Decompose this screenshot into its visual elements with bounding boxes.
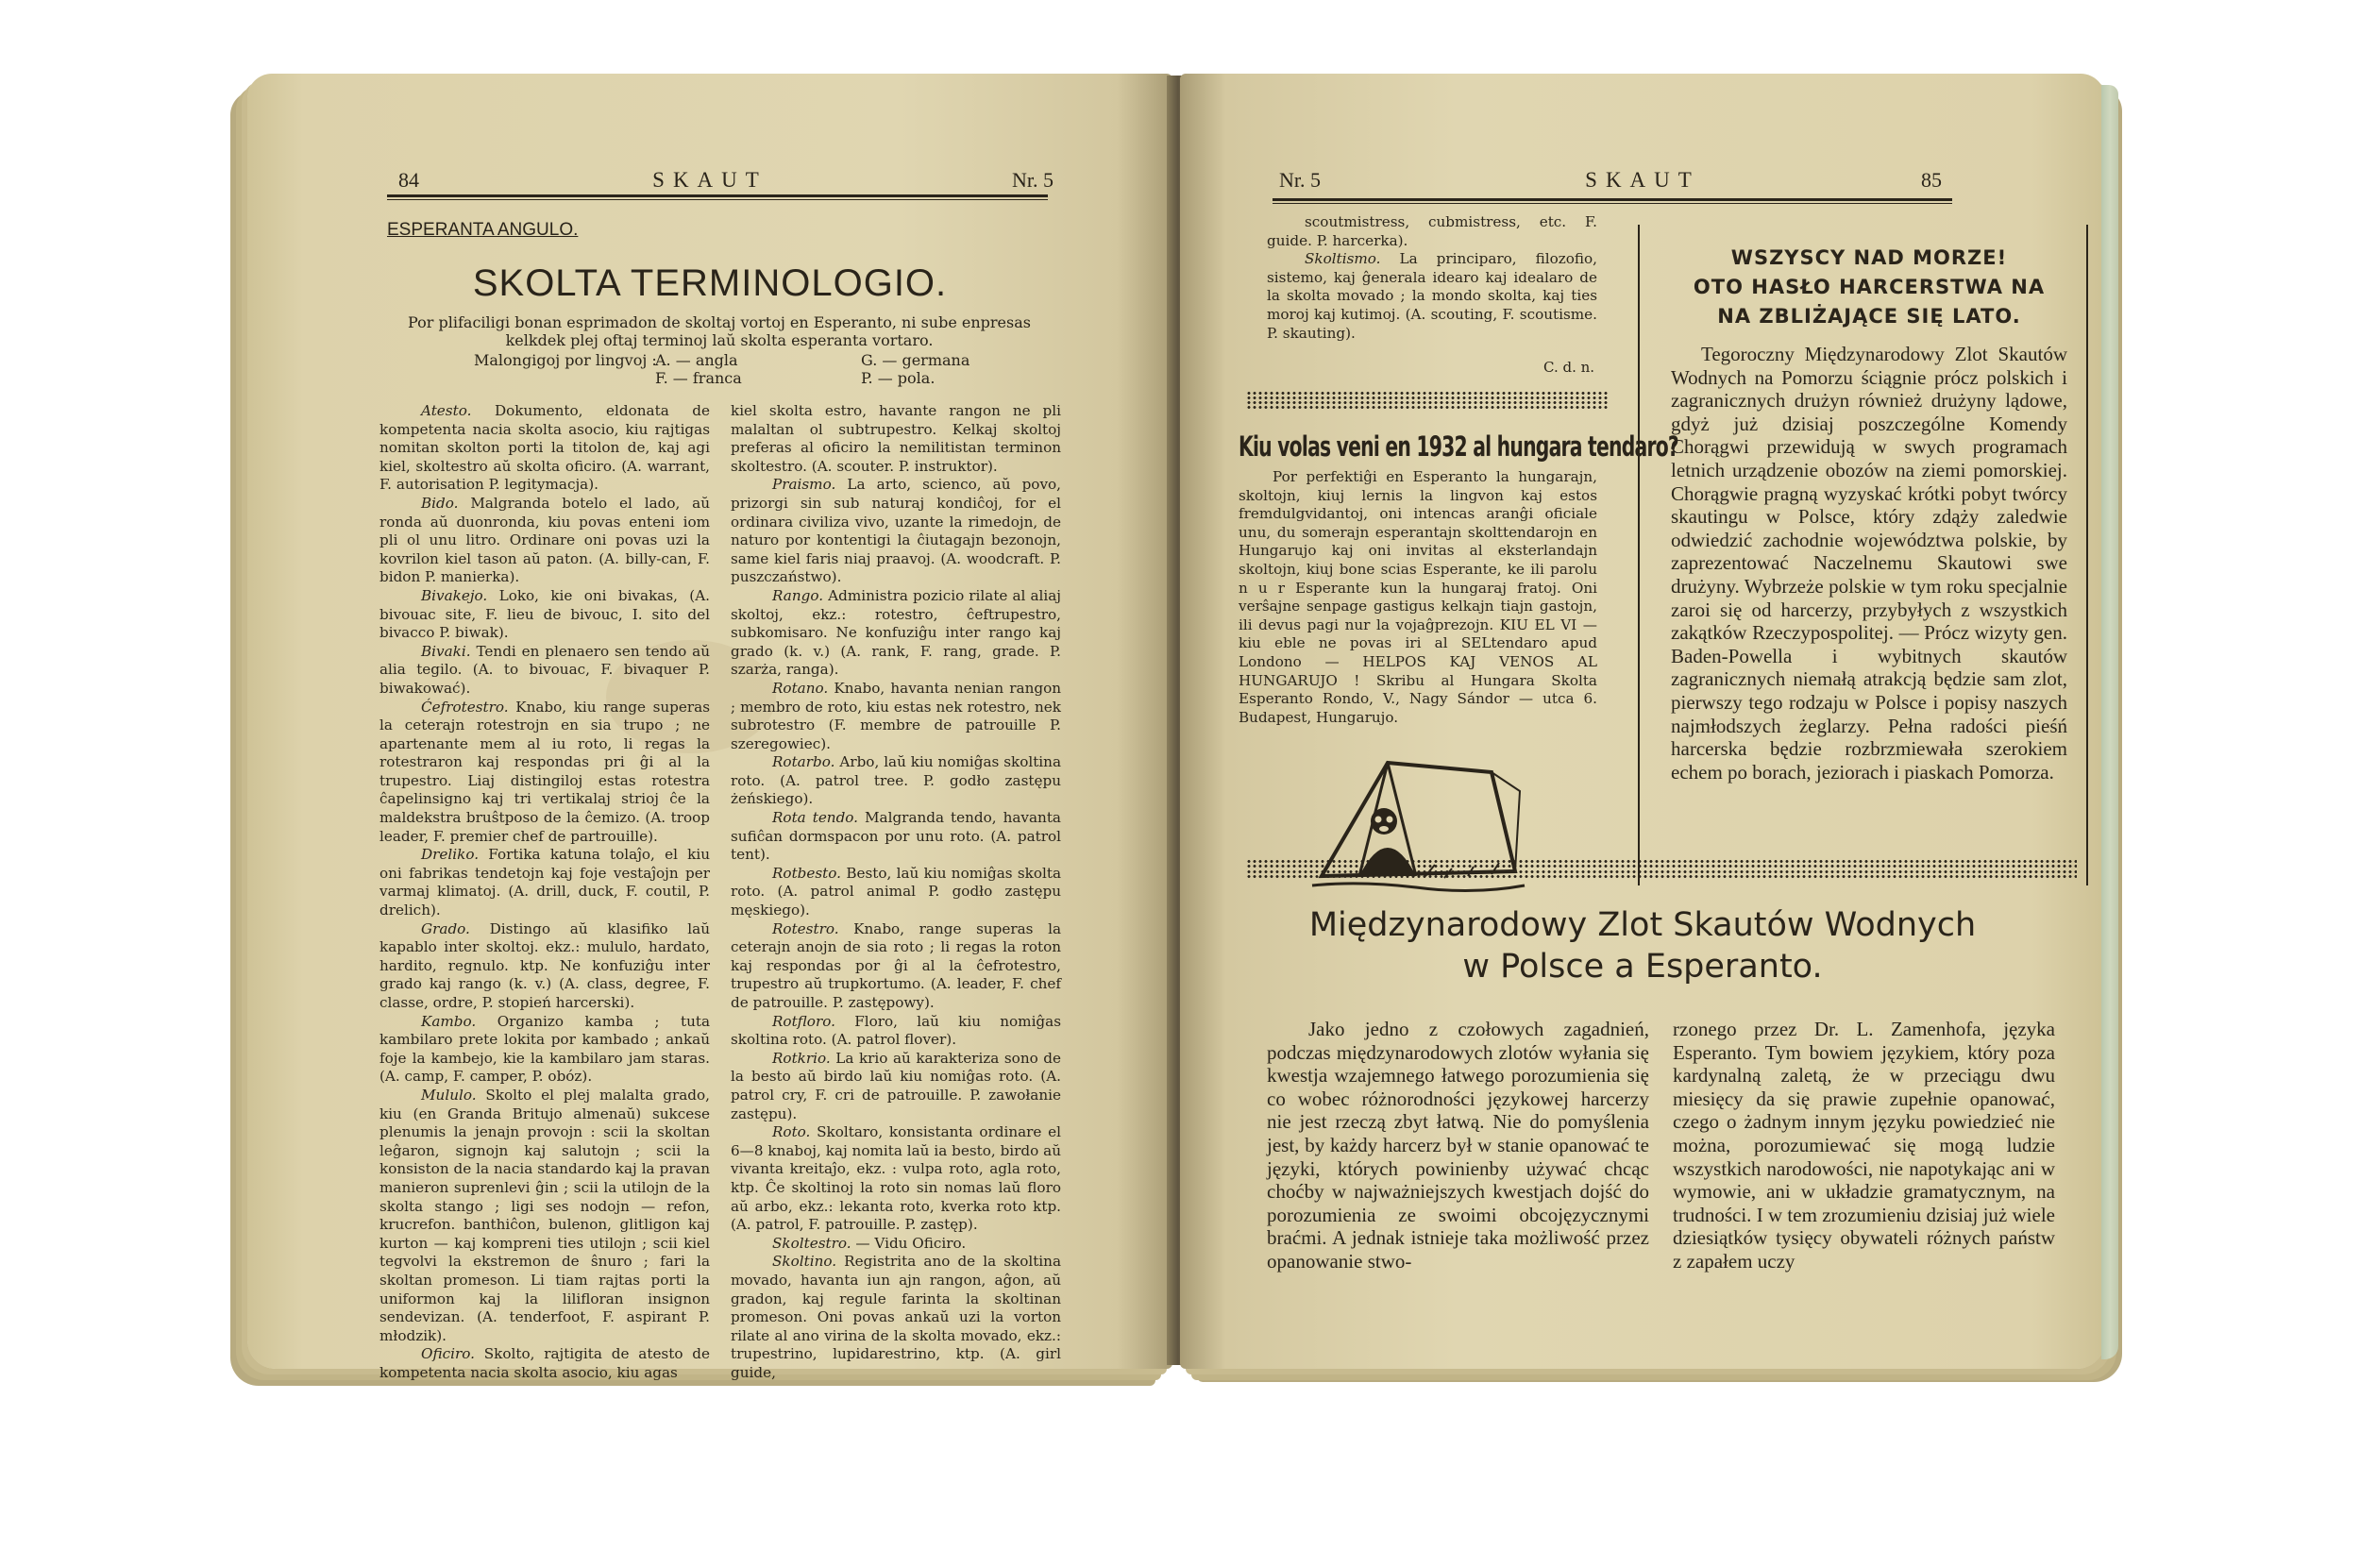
glossary-entry [379, 1013, 710, 1087]
glossary-term: Rotkrio. [772, 1049, 831, 1067]
glossary-term: Bivakejo. [421, 586, 488, 604]
dotted-rule [1246, 391, 1610, 400]
glossary-entry [731, 680, 1061, 753]
column-divider-left [1638, 225, 1640, 885]
abbr-french: F. — franca [655, 369, 742, 387]
glossary-definition: Skoltaro, konsistanta ordinare el 6—8 knaboj, kaj nomita laŭ ia besto, birdo aŭ vivanta kreitaĵo, ekz. : vulpa roto, agla roto, ktp. Ĉe skoltinoj la roto sin nomas laŭ floro aŭ arbo, ekz.: lekanta roto, kverka roto ktp. (A. patrol, F. patrouille. P. zastęp). [731, 1123, 1061, 1234]
glossary-entry [1267, 213, 1597, 250]
glossary-entry [731, 402, 1061, 476]
glossary-definition: Dokumento, eldonata de kompetenta nacia skolta asocio, kiu rajtigas nomitan skolton porti la titolon de, kaj agi kiel, skoltestro aŭ skolta oficiro. (A. warrant, F. autorisation P. legitymacja). [379, 402, 711, 494]
glossary-entry [731, 753, 1061, 809]
glossary-entry [379, 587, 710, 643]
zlot-title-line-1: Międzynarodowy Zlot Skautów Wodnych [1308, 906, 1977, 944]
glossary-entry [379, 1345, 710, 1382]
glossary-entry [731, 809, 1061, 865]
journal-title-right: SKAUT [1585, 168, 1700, 192]
zlot-paragraph-2: rzonego przez Dr. L. Zamenhofa, języka Esperanto. Tym bowiem językiem, który poza kardynalną zaletą, że w przeciągu dwu miesięcy da się prawie zupełnie opanować, czego o żadnym innym języku powiedzieć nie można, porozumiewać się mogą ludzie wszystkich narodowości, nie napotykając ani w wymowie, ani w układzie gramatycznym, na trudności. I w tem zrozumieniu dzisiaj już wiele dziesiątków tysięcy obywateli różnych państw z zapałem uczy [1673, 1018, 2055, 1273]
glossary-definition: Organizo kamba ; tuta kambilaro prete lokita por kambado ; ankaŭ foje la kambejo, kie la kambilaro jam staras. (A. camp, F. camper, P. obóz). [379, 1012, 711, 1086]
glossary-entry [731, 865, 1061, 920]
zlot-article-title [1180, 904, 2105, 987]
glossary-definition: Besto, laŭ kiu nomiĝas skolta roto. (A. patrol animal P. godło zastępu męskiego). [731, 864, 1061, 919]
glossary-entry [379, 402, 710, 495]
glossary-definition: La krio aŭ karakteriza sono de la besto aŭ birdo laŭ kiu nomiĝas roto. (A. patrol cry, F. cri de patrouille. P. zawołanie zastępu). [731, 1049, 1061, 1122]
glossary-term: Roto. [772, 1123, 811, 1141]
glossary-definition: — Vidu Oficiro. [855, 1234, 967, 1252]
zlot-paragraph-1: Jako jedno z czołowych zagadnień, podczas międzynarodowych zlotów wyłania się kwestja wzajemnego łatwego porozumienia się co wobec różnorodności językowej harcerzy nie jest rzeczą zbyt łatwą. Nie do pomyślenia jest, by każdy harcerz był w stanie opanować te języki, których powinienby używać chcąc choćby w najważniejszych kwestjach dojść do porozumienia ze swoimi obcojęzycznymi braćmi. A jednak istnieje taka możliwość przez opanowanie stwo- [1267, 1018, 1649, 1273]
page-number-right: 85 [1921, 168, 1942, 192]
glossary-definition: Loko, kie oni bivakas, (A. bivouac site, F. lieu de bivouc, I. sito del bivacco P. biwak). [379, 586, 711, 642]
continued-note: C. d. n. [1543, 359, 1595, 376]
dotted-rule-wide [1246, 859, 2077, 868]
glossary-term: Bido. [421, 494, 459, 512]
glossary-entry [379, 495, 710, 587]
glossary-term: Skoltismo. [1305, 250, 1381, 268]
kiu-volas-text [1239, 468, 1597, 727]
glossary-term: Grado. [421, 919, 470, 937]
glossary-entry [731, 1013, 1061, 1050]
headline-line-3: NA ZBLIŻAJĄCE SIĘ LATO. [1717, 305, 2021, 328]
header-rule-thin [387, 199, 1048, 200]
glossary-definition: Arbo, laŭ kiu nomiĝas skoltina roto. (A. patrol tree. P. godło zastępu żeńskiego). [731, 753, 1062, 808]
glossary-term: Oficiro. [421, 1345, 475, 1363]
glossary-term: Rotano. [772, 679, 829, 697]
kiu-volas-paragraph: Por perfektiĝi en Esperanto la hungarajn, skoltojn, kiuj lernis la lingvon kaj estos fremdulgvidantoj, oni intencas aranĝi oficiale unu, du somerajn esperantajn skolttendarojn en Hungarujo kaj oni invitas al eksterlandajn skoltojn, kiuj bone scias Esperante, ke ili parolu n u r Esperante kun la hungaraj fratoj. Oni verŝajne senpage gastigus kelkajn tiajn gastojn, ili devus pagi nur la vojaĝprezojn. KIU EL VI — kiu eble ne povas iri al SELtendaro apud Londono — HELPOS KAJ VENOS AL HUNGARUJO ! Skribu al Hungara Skolta Esperanto Rondo, V., Nagy Sándor — utca 6. Budapest, Hungarujo. [1239, 468, 1597, 726]
page-edge [2101, 85, 2118, 1359]
left-page [247, 74, 1172, 1381]
glossary-term: Praismo. [772, 476, 836, 494]
header-rule-right [1273, 198, 1952, 201]
glossary-term: Rotbesto. [772, 864, 841, 882]
glossary-term: Kambo. [421, 1012, 477, 1030]
glossary-entry [379, 1087, 710, 1345]
header-rule-right-thin [1273, 203, 1952, 204]
glossary-entry [379, 920, 710, 1013]
glossary-term: Bivaki. [421, 642, 471, 660]
glossary-definition: Skolto el plej malalta grado, kiu (en Granda Britujo almenaŭ) sukcese plenumis la jenajn provojn : scii la skoltan leĝaron, signojn kaj salutojn ; scii la konsiston de la nacia standardo kaj la pravan manieron suprenlevi ĝin ; scii la utilojn de la skolta stango ; ligi ses nodojn — refon, krucrefon. banthiĉon, bulenon, glitligon kaj kurton — kaj kompreni ties utilojn ; scii kiel tegvolvi la ekstremon de ŝnuro ; fari la skoltan promeson. Li tiam rajtas porti la uniformon kaj la lilifloran insignon sendevizan. (A. tenderfoot, F. aspirant P. młodzik). [379, 1086, 710, 1344]
glossary-entry [379, 846, 710, 919]
glossary-definition: kiel skolta estro, havante rangon ne pli malaltan ol subtrupestro. Kelkaj skoltoj preferas al oficiro la nemilitistan terminon skoltestro. (A. scouter. P. instruktor). [731, 402, 1061, 475]
glossary-column-1 [379, 402, 711, 1381]
glossary-definition: Malgranda botelo el lado, aŭ ronda aŭ duonronda, kiu povas enteni iom pli ol unu litro. Ordinare oni povas uzi la kovrilon kiel tason aŭ paton. (A. billy-can, F. bidon P. manierka). [379, 494, 711, 586]
glossary-entry [731, 920, 1061, 1013]
article-title: SKOLTA TERMINOLOGIO. [472, 262, 948, 304]
glossary-term: Rango. [772, 586, 824, 604]
glossary-definition: Fortika katuna tolaĵo, el kiu oni fabrikas tendetojn kaj foje vestaĵojn per varmaj klimatoj. (A. drill, duck, F. coutil, P. drelich). [379, 846, 710, 919]
glossary-term: Dreliko. [421, 846, 480, 864]
glossary-definition: Malgranda tendo, havanta sufiĉan dormspacon por unu roto. (A. patrol tent). [731, 809, 1061, 864]
glossary-definition: La principaro, filozofio, sistemo, kaj ĝenerala idearo kaj idealaro de la skolta movado ; la mondo skolta, kaj ties moroj kaj kutimoj. (A. scouting, F. scoutisme. P. skauting). [1267, 250, 1598, 342]
header-rule [387, 194, 1048, 197]
dotted-rule [1246, 400, 1610, 410]
glossary-term: Skoltestro. [772, 1234, 851, 1252]
glossary-continuation [1267, 213, 1597, 343]
right-page [1180, 74, 2105, 1369]
page-number: 84 [398, 168, 419, 192]
glossary-entry [731, 1253, 1061, 1382]
issue-number: Nr. 5 [1012, 168, 1054, 192]
glossary-term: Rota tendo. [772, 809, 859, 827]
glossary-definition: Knabo, havanta nenian rangon ; membro de roto, kiu estas nek rotestro, nek subrotestro (F. membre de patrouille P. szeregowiec). [731, 679, 1061, 752]
abbreviations-lead: Malongigoj por lingvoj : [474, 351, 657, 369]
glossary-term: Atesto. [421, 402, 472, 419]
tent-illustration [1303, 734, 1529, 914]
article-intro: Por plifaciligi bonan esprimadon de skoltaj vortoj en Esperanto, ni sube enpresas kelkdek plej oftaj terminoj laŭ skolta esperanta vortaro. [408, 313, 1031, 349]
dotted-rule-wide [1246, 869, 2077, 879]
glossary-definition: Administra pozicio rilate al aliaj skoltoj, ekz.: rotestro, ĉeftrupestro, subkomisaro. Ne konfuziĝu inter rango kaj grado (k. v.) (A. rank, F. rang, grade. P. szarża, ranga). [731, 586, 1061, 679]
glossary-definition: La arto, scienco, aŭ povo, prizorgi sin sub naturaj kondiĉoj, for el ordinara civiliza vivo, uzante la rimedojn, de naturo por kontentigi la ĉiutagajn bezonojn, same kiel faris niaj praavoj. (A. woodcraft. P. puszczaństwo). [731, 476, 1062, 586]
glossary-entry [379, 643, 710, 699]
glossary-entry [379, 699, 710, 847]
glossary-definition: Skolto, rajtigita de atesto de kompetenta nacia skolta asocio, kiu agas [379, 1345, 710, 1381]
abbr-german: G. — germana [861, 351, 970, 369]
glossary-entry [731, 1235, 1061, 1254]
glossary-entry [1267, 250, 1597, 343]
glossary-term: Rotarbo. [772, 753, 835, 771]
zlot-column-1 [1267, 1018, 1649, 1273]
kiu-volas-headline: Kiu volas veni en 1932 al hungara tendaro? [1239, 430, 1678, 463]
abbr-polish: P. — pola. [861, 369, 936, 387]
glossary-term: Ćefrotestro. [421, 698, 509, 716]
column-divider-right [2086, 225, 2088, 885]
zlot-title-line-2: w Polsce a Esperanto. [1462, 948, 1823, 986]
glossary-entry [731, 1123, 1061, 1235]
wszyscy-paragraph: Tegoroczny Międzynarodowy Zlot Skautów Wodnych na Pomorzu ściągnie prócz polskich i zagranicznych drużyn również drużyny lądowe, gdyż już dzisiaj poszczególne Komendy Chorągwi przewidują w swych programach letnich urządzenie obozów na ziemi pomorskiej. Chorągwie pragną wyzyskać krótki pobyt twórcy skautingu w Polsce, który zdąży zaledwie odwiedzić zachodnie województwa polskie, by zaprezentować Naczelnemu Skautowi swe drużyny. Wybrzeże polskie w tym roku specjalnie zaroi się od harcerzy, przybyłych z wszystkich zakątków Rzeczypospolitej. — Prócz wizyty gen. Baden-Powella i wybitnych skautów zagranicznych niemałą atrakcją będzie sam zlot, pierwszy tego rodzaju w Polsce i popisy naszych najmłodszych żeglarzy. Pełna radości pieśń harcerska będzie rozbrzmiewała szerokiem echem po borach, jeziorach i piaskach Pomorza. [1671, 343, 2067, 784]
glossary-entry [731, 476, 1061, 587]
wszyscy-nad-morze-headline [1671, 244, 2067, 331]
abbr-english: A. — angla [655, 351, 738, 369]
glossary-term: Rotestro. [772, 919, 839, 937]
glossary-definition: Tendi en plenaero sen tendo aŭ alia tegilo. (A. to bivouac, F. bivaquer P. biwakować). [379, 642, 711, 697]
section-label: ESPERANTA ANGULO. [387, 220, 579, 240]
glossary-entry [731, 587, 1061, 680]
glossary-entry [731, 1050, 1061, 1123]
glossary-definition: Distingo aŭ klasifiko laŭ kapablo inter skoltoj. ekz.: mululo, hardato, hardito, regnulo. ktp. Ne konfuziĝu inter grado kaj rango (k. v.) (A. class, degree, F. classe, ordre, P. stopień harcerski). [379, 919, 710, 1011]
journal-title: SKAUT [652, 168, 767, 192]
glossary-definition: Floro, laŭ kiu nomiĝas skoltina roto. (A. patrol flover). [731, 1012, 1062, 1049]
glossary-term: Skoltino. [772, 1253, 837, 1271]
headline-line-1: WSZYSCY NAD MORZE! [1730, 246, 2008, 269]
glossary-term: Rotfloro. [772, 1012, 835, 1030]
issue-number-right: Nr. 5 [1279, 168, 1321, 192]
headline-line-2: OTO HASŁO HARCERSTWA NA [1693, 276, 2046, 298]
glossary-definition: Knabo, kiu range superas la ceterajn rotestrojn en sia trupo ; ne apartenante mem al iu roto, li regas la rotestraron kaj respondas pri ĝi al la trupestro. Liaj distingiloj estas rotestra ĉapelinsigno kaj tri vertikalaj strioj ĉe la maldekstra bruŝtposo de la ĉemizo. (A. troop leader, F. premier chef de partrouille). [379, 698, 710, 845]
glossary-term: Mululo. [421, 1086, 477, 1104]
glossary-definition: scoutmistress, cubmistress, etc. F. guide. P. harcerka). [1267, 213, 1597, 249]
glossary-column-2 [731, 402, 1062, 1381]
glossary-definition: Registrita ano de la skoltina movado, havanta iun ajn rangon, aĝon, aŭ gradon, kaj regule farinta la skoltinan promeson. Oni povas ankaŭ uzi la vorton rilate al ano virina de la skolta movado, ekz.: trupestrino, lupidarestrino, ktp. (A. girl guide, [731, 1253, 1061, 1381]
wszyscy-nad-morze-text [1671, 343, 2067, 784]
zlot-column-2 [1673, 1018, 2055, 1273]
glossary-definition: Knabo, range superas la ceterajn anojn de sia roto ; li regas la roton kaj respondas por ĝi al la ĉefrotestro, trupestro aŭ trupkortumo. (A. leader, F. chef de patrouille. P. zastępowy). [731, 919, 1061, 1011]
